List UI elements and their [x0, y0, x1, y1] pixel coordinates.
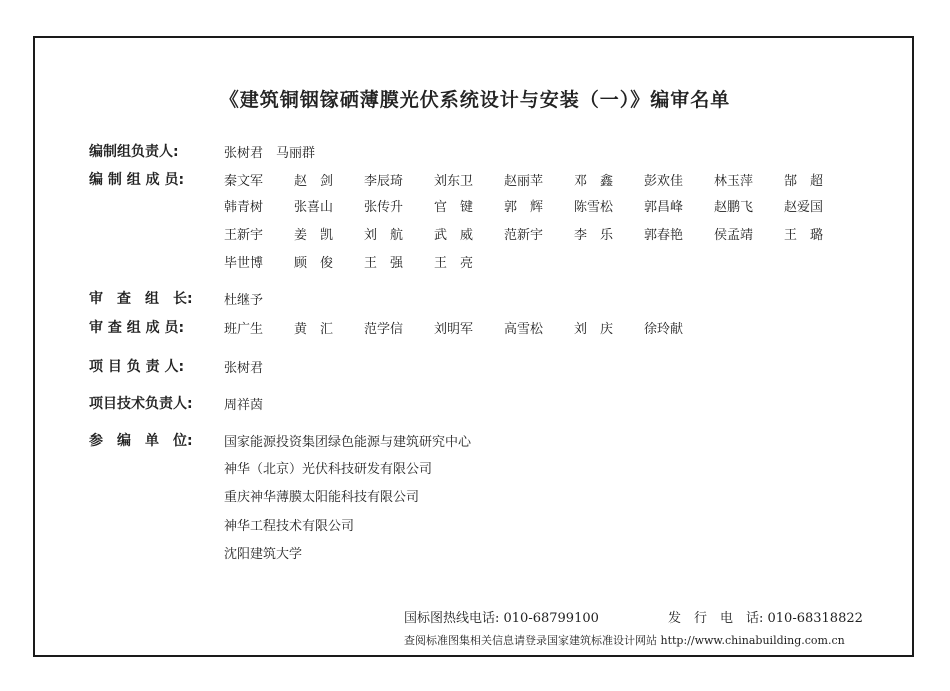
member-name: 赵鹏飞 [714, 200, 754, 215]
member-name: 王 亮 [434, 256, 474, 271]
member-name: 邓 鑫 [574, 174, 614, 189]
member-name: 张传升 [364, 200, 404, 215]
review-members-list [224, 318, 864, 338]
project-tech-leader-label: 项目技术负责人: [89, 396, 193, 412]
footer-distribution: 发 行 电 话: 010-68318822 [668, 611, 863, 626]
project-tech-leader-value: 周祥茵 [224, 398, 264, 413]
page-border [33, 36, 914, 657]
members-row [224, 170, 864, 190]
member-name: 王 强 [364, 256, 404, 271]
member-name: 郭春艳 [644, 228, 684, 243]
members-label: 编 制 组 成 员: [89, 172, 185, 188]
member-name: 张喜山 [294, 200, 334, 215]
member-name: 彭欢佳 [644, 174, 684, 189]
member-name: 赵丽苹 [504, 174, 544, 189]
member-name: 王 璐 [784, 228, 824, 243]
member-name: 侯孟靖 [714, 228, 754, 243]
member-name: 官 键 [434, 200, 474, 215]
participant-unit: 神华工程技术有限公司 [224, 519, 355, 534]
review-member: 刘明军 [434, 322, 474, 337]
participant-unit: 沈阳建筑大学 [224, 547, 303, 562]
member-name: 陈雪松 [574, 200, 614, 215]
review-member: 黄 汇 [294, 322, 334, 337]
review-member: 班广生 [224, 322, 264, 337]
member-name: 赵爱国 [784, 200, 824, 215]
review-leader-value: 杜继予 [224, 293, 264, 308]
participant-unit: 国家能源投资集团绿色能源与建筑研究中心 [224, 435, 472, 450]
member-name: 郭 辉 [504, 200, 544, 215]
review-members-label: 审 查 组 成 员: [89, 320, 185, 336]
member-name: 林玉萍 [714, 174, 754, 189]
review-member: 徐玲献 [644, 322, 684, 337]
member-name: 武 威 [434, 228, 474, 243]
members-row [224, 224, 864, 244]
members-row [224, 196, 864, 216]
chief-editors-value: 张树君 马丽群 [224, 146, 316, 161]
member-name: 范新宇 [504, 228, 544, 243]
member-name: 郭昌峰 [644, 200, 684, 215]
member-name: 李辰琦 [364, 174, 404, 189]
participants-label: 参 编 单 位: [89, 433, 193, 449]
member-name: 李 乐 [574, 228, 614, 243]
footer-website-note: 查阅标准图集相关信息请登录国家建筑标准设计网站 http://www.chinabuilding.com.cn [404, 634, 845, 647]
review-member: 高雪松 [504, 322, 544, 337]
project-leader-label: 项 目 负 责 人: [89, 359, 185, 375]
member-name: 毕世博 [224, 256, 264, 271]
member-name: 刘东卫 [434, 174, 474, 189]
review-member: 刘 庆 [574, 322, 614, 337]
member-name: 王新宇 [224, 228, 264, 243]
member-name: 赵 剑 [294, 174, 334, 189]
participant-unit: 重庆神华薄膜太阳能科技有限公司 [224, 490, 420, 505]
member-name: 秦文军 [224, 174, 264, 189]
review-member: 范学信 [364, 322, 404, 337]
member-name: 姜 凯 [294, 228, 334, 243]
chief-editors-label: 编制组负责人: [89, 144, 179, 160]
members-row [224, 252, 864, 272]
footer-hotline: 国标图热线电话: 010-68799100 [404, 611, 599, 626]
project-leader-value: 张树君 [224, 361, 264, 376]
member-name: 郜 超 [784, 174, 824, 189]
member-name: 刘 航 [364, 228, 404, 243]
review-leader-label: 审 查 组 长: [89, 291, 193, 307]
page-title: 《建筑铜铟镓硒薄膜光伏系统设计与安装（一）》编审名单 [219, 89, 731, 111]
member-name: 韩青树 [224, 200, 264, 215]
member-name: 顾 俊 [294, 256, 334, 271]
participant-unit: 神华（北京）光伏科技研发有限公司 [224, 462, 433, 477]
